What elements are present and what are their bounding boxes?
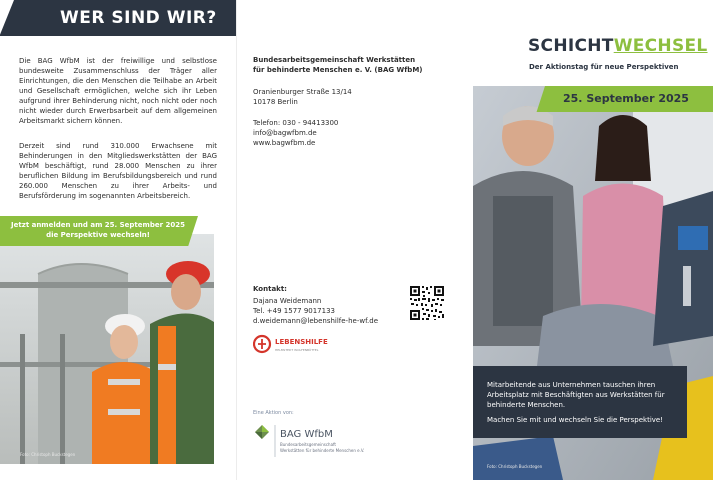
bag-sub-2: Werkstätten für behinderte Menschen e.V. <box>280 448 365 453</box>
event-date: 25. September 2025 <box>563 92 689 105</box>
cta-line-2: die Perspektive wechseln! <box>46 231 150 239</box>
address <box>253 87 453 107</box>
cta-text <box>8 220 188 240</box>
organisation-name <box>253 55 453 75</box>
lebenshilfe-logo <box>253 333 363 355</box>
city: 10178 Berlin <box>253 98 298 106</box>
logo-part-1: SCHICHT <box>528 36 614 56</box>
cta-line-1: Jetzt anmelden und am 25. September 2025 <box>11 221 185 229</box>
kontakt-phone: Tel. +49 1577 9017133 <box>253 307 336 315</box>
bag-wfbm-logo <box>253 423 413 459</box>
kontakt-email[interactable]: d.weidemann@lebenshilfe-he-wf.de <box>253 317 379 325</box>
email-link[interactable]: info@bagwfbm.de <box>253 129 317 137</box>
phone: Telefon: 030 - 94413300 <box>253 119 339 127</box>
contact-info <box>253 118 453 148</box>
qr-code-icon[interactable] <box>409 285 445 321</box>
cover-panel <box>473 0 713 480</box>
logo-subtitle: Der Aktionstag für neue Perspektiven <box>529 63 679 71</box>
photo-credit-cover: Foto: Christoph Buckstegen <box>487 464 543 469</box>
lebenshilfe-name: LEBENSHILFE <box>275 338 328 346</box>
numbers-paragraph: Derzeit sind rund 310.000 Erwachsene mit Behinderungen in den Mitgliedswerkstätten der BAG WfbM beschäftigt, rund 28.000 Menschen zu ihrer beruflichen Bildung im Berufsbildungsbereich und rund 260.000 Menschen zu ihrer Arbeits- und Berufsförderung im sogenannten Arbeitsbereich. <box>19 142 217 200</box>
call-to-action: Machen Sie mit und wechseln Sie die Perspektive! <box>487 416 664 424</box>
bag-sub-1: Bundesarbeitsgemeinschaft <box>280 442 336 447</box>
bag-name: BAG WfbM <box>280 429 333 440</box>
aktion-label: Eine Aktion von: <box>253 410 294 416</box>
intro-paragraph: Die BAG WfbM ist der freiwillige und selbstlose bundesweite Zusammenschluss der Träger aller Einrichtungen, die den Menschen die Teilhabe an Arbeit und Gesellschaft ermöglichen, welche sich ihr Leben aufgrund ihrer Behinderung nicht, noch nicht oder noch nicht wieder durch Erwerbsarbeit auf dem allgemeinen Arbeitsmarkt sichern können. <box>19 57 217 125</box>
lebenshilfe-sub: HELMSTEDT WOLFENBÜTTEL <box>275 348 319 352</box>
photo-credit: Foto: Christoph Buckstegen <box>20 452 76 457</box>
info-text: Mitarbeitende aus Unternehmen tauschen ihren Arbeitsplatz mit Beschäftigten aus Werkstätten für behinderte Menschen. <box>487 381 665 409</box>
page-title: WER SIND WIR? <box>60 8 217 28</box>
kontakt-heading: Kontakt: <box>253 285 287 293</box>
org-line-2: für behinderte Menschen e. V. (BAG WfbM) <box>253 66 423 74</box>
kontakt-name: Dajana Weidemann <box>253 297 322 305</box>
website-link[interactable]: www.bagwfbm.de <box>253 139 316 147</box>
middle-panel <box>236 0 473 480</box>
street: Oranienburger Straße 13/14 <box>253 88 352 96</box>
schichtwechsel-logo <box>528 36 708 56</box>
org-line-1: Bundesarbeitsgemeinschaft Werkstätten <box>253 56 416 64</box>
workers-photo <box>0 234 214 464</box>
logo-part-2: WECHSEL <box>613 36 708 56</box>
left-panel <box>0 0 236 480</box>
